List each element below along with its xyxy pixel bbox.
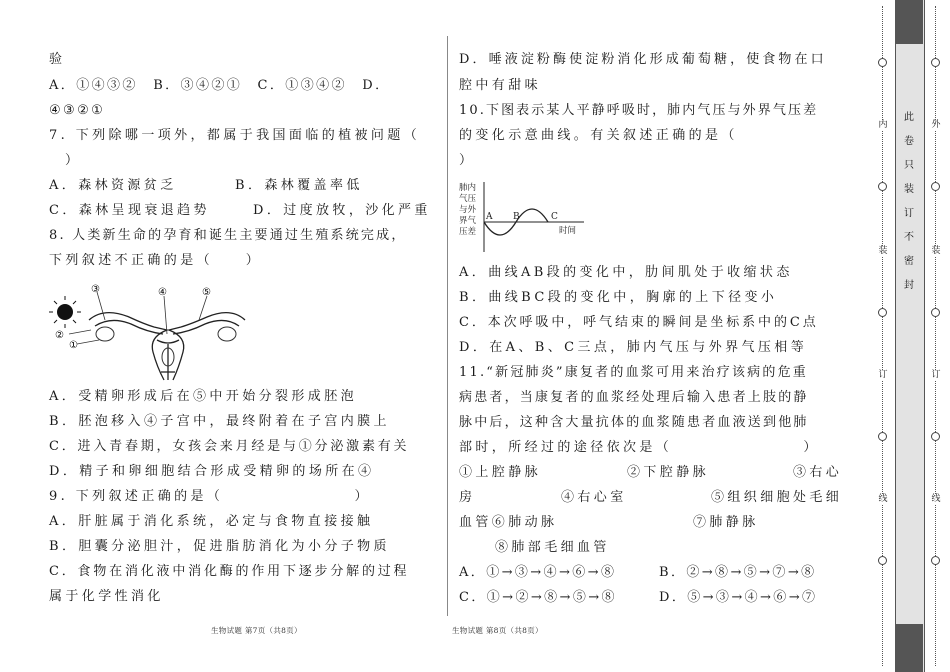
- q9-option-c-cont: 属于化学性消化: [49, 589, 164, 604]
- y-label-line: 肺内: [459, 183, 477, 193]
- reproductive-system-figure: [49, 282, 259, 384]
- q10-stem: 10.下图表示某人平静呼吸时，肺内气压与外界气压差: [459, 103, 819, 118]
- pressure-curve-figure: [459, 178, 589, 256]
- figure-label-3: ③: [91, 284, 100, 295]
- q10-option-c: C．本次呼吸中，呼气结束的瞬间是坐标系中的C点: [459, 315, 819, 330]
- binding-hole-icon: [878, 308, 887, 317]
- page-footer-right: 生物试题 第8页（共8页）: [452, 626, 543, 635]
- q11-stem-cont: 脉中后，这种含大量抗体的血浆随患者血液送到他肺: [459, 415, 809, 430]
- y-label-line: 与外: [459, 205, 477, 215]
- band-char: 只: [904, 160, 914, 171]
- q9-option-a: A．肝脏属于消化系统，必定与食物直接接触: [49, 514, 374, 529]
- column-divider: [447, 36, 448, 616]
- q10-option-d: D．在A、B、C三点，肺内气压与外界气压相等: [459, 340, 808, 355]
- figure-label-2: ②: [55, 330, 64, 341]
- y-label-line: 压差: [459, 227, 477, 237]
- q11-item-2: ②下腔静脉: [627, 465, 710, 480]
- ovary-left: [96, 327, 114, 341]
- q6-option-d: ④③②①: [49, 103, 106, 118]
- binding-hole-icon: [878, 432, 887, 441]
- q11-stem-cont: 部时，所经过的途径依次是（ ）: [459, 440, 820, 455]
- q8-stem-cont: 下列叙述不正确的是（ ）: [49, 253, 263, 268]
- q7-option-a: A．森林资源贫乏: [49, 178, 177, 193]
- inner-mark: 线: [878, 494, 888, 504]
- binding-hole-icon: [931, 432, 940, 441]
- ovum-icon: [49, 296, 81, 328]
- q11-item-4: ④右心室: [561, 490, 627, 505]
- q7-option-b: B．森林覆盖率低: [235, 178, 363, 193]
- outer-mark: 外: [931, 120, 941, 130]
- band-char: 不: [904, 232, 914, 243]
- binding-band: [895, 0, 925, 672]
- outer-mark: 线: [931, 494, 941, 504]
- point-b-label: B: [513, 212, 520, 222]
- q11-item-3-cont: 房: [459, 490, 476, 505]
- figure-label-5: ⑤: [202, 287, 211, 298]
- uterus-outline: [89, 313, 245, 380]
- q8-stem: 8. 人类新生命的孕育和诞生主要通过生殖系统完成，: [49, 228, 407, 243]
- q9-option-d: D．唾液淀粉酶使淀粉消化形成葡萄糖，使食物在口: [459, 52, 827, 67]
- outer-mark: 装: [931, 246, 941, 256]
- q11-item-5: ⑤组织细胞处毛细: [711, 490, 843, 505]
- q9-option-d-cont: 腔中有甜味: [459, 78, 542, 93]
- band-char: 卷: [904, 136, 914, 147]
- inner-mark: 订: [878, 370, 888, 380]
- binding-hole-icon: [931, 556, 940, 565]
- band-char: 订: [904, 208, 914, 219]
- q11-option-d: D．⑤→③→④→⑥→⑦: [659, 590, 818, 605]
- outer-mark: 订: [931, 370, 941, 380]
- inner-mark: 内: [878, 120, 888, 130]
- figure-label-4: ④: [158, 287, 167, 298]
- q10-stem-cont: 的变化示意曲线。有关叙述正确的是（: [459, 128, 738, 143]
- q10-option-b: B．曲线BC段的变化中，胸廓的上下径变小: [459, 290, 778, 305]
- q9-stem: 9. 下列叙述正确的是（ ）: [49, 489, 371, 504]
- y-label-line: 界气: [459, 216, 477, 226]
- q9-option-b: B．胆囊分泌胆汁，促进脂肪消化为小分子物质: [49, 539, 390, 554]
- ovary-right: [218, 327, 236, 341]
- q11-item-5-cont-6: 血管⑥肺动脉: [459, 515, 558, 530]
- band-char: 装: [904, 184, 914, 195]
- band-char: 此: [904, 112, 914, 123]
- point-c-label: C: [551, 212, 558, 222]
- q8-option-d: D．精子和卵细胞结合形成受精卵的场所在④: [49, 464, 375, 479]
- page-footer-left: 生物试题 第7页（共8页）: [211, 626, 302, 635]
- band-char: 密: [904, 256, 914, 267]
- q11-option-c: C．①→②→⑧→⑤→⑧: [459, 590, 617, 605]
- binding-hole-icon: [878, 556, 887, 565]
- q11-item-8: ⑧肺部毛细血管: [495, 540, 610, 555]
- text-line: 验: [49, 52, 66, 67]
- q11-item-1: ①上腔静脉: [459, 465, 542, 480]
- q7-option-d: D．过度放牧，沙化严重: [253, 203, 431, 218]
- band-char: 封: [904, 280, 914, 291]
- q11-item-7: ⑦肺静脉: [693, 515, 759, 530]
- q11-option-b: B．②→⑧→⑤→⑦→⑧: [659, 565, 817, 580]
- q7-stem-cont: ）: [65, 153, 82, 168]
- q11-item-3: ③右心: [793, 465, 843, 480]
- q11-option-a: A．①→③→④→⑥→⑧: [459, 565, 617, 580]
- q11-stem: 11.“新冠肺炎”康复者的血浆可用来治疗该病的危重: [459, 365, 808, 380]
- q7-option-c: C．森林呈现衰退趋势: [49, 203, 210, 218]
- binding-hole-icon: [878, 58, 887, 67]
- binding-hole-icon: [878, 182, 887, 191]
- outer-dotted-line: [935, 6, 936, 666]
- binding-hole-icon: [931, 182, 940, 191]
- binding-hole-icon: [931, 308, 940, 317]
- inner-mark: 装: [878, 246, 888, 256]
- q6-options: A．①④③② B．③④②① C．①③④② D．: [49, 78, 391, 93]
- q10-option-a: A．曲线AB段的变化中，肋间肌处于收缩状态: [459, 265, 793, 280]
- q8-option-c: C．进入青春期，女孩会来月经是与①分泌激素有关: [49, 439, 410, 454]
- binding-hole-icon: [931, 58, 940, 67]
- q9-option-c: C．食物在消化液中消化酶的作用下逐步分解的过程: [49, 564, 410, 579]
- q8-option-b: B．胚泡移入④子宫中，最终附着在子宫内膜上: [49, 414, 390, 429]
- point-a-label: A: [486, 212, 493, 222]
- inner-dotted-line: [882, 6, 883, 666]
- q10-stem-close: ）: [459, 153, 476, 168]
- q7-stem: 7. 下列除哪一项外，都属于我国面临的植被问题（: [49, 128, 421, 143]
- x-axis-label: 时间: [559, 226, 577, 236]
- q8-option-a: A．受精卵形成后在⑤中开始分裂形成胚泡: [49, 389, 357, 404]
- figure-label-1: ①: [69, 340, 78, 351]
- q11-stem-cont: 病患者，当康复者的血浆经处理后输入患者上肢的静: [459, 390, 809, 405]
- band-top-cap: [895, 0, 923, 44]
- band-bottom-cap: [895, 624, 923, 672]
- y-label-line: 气压: [459, 194, 477, 204]
